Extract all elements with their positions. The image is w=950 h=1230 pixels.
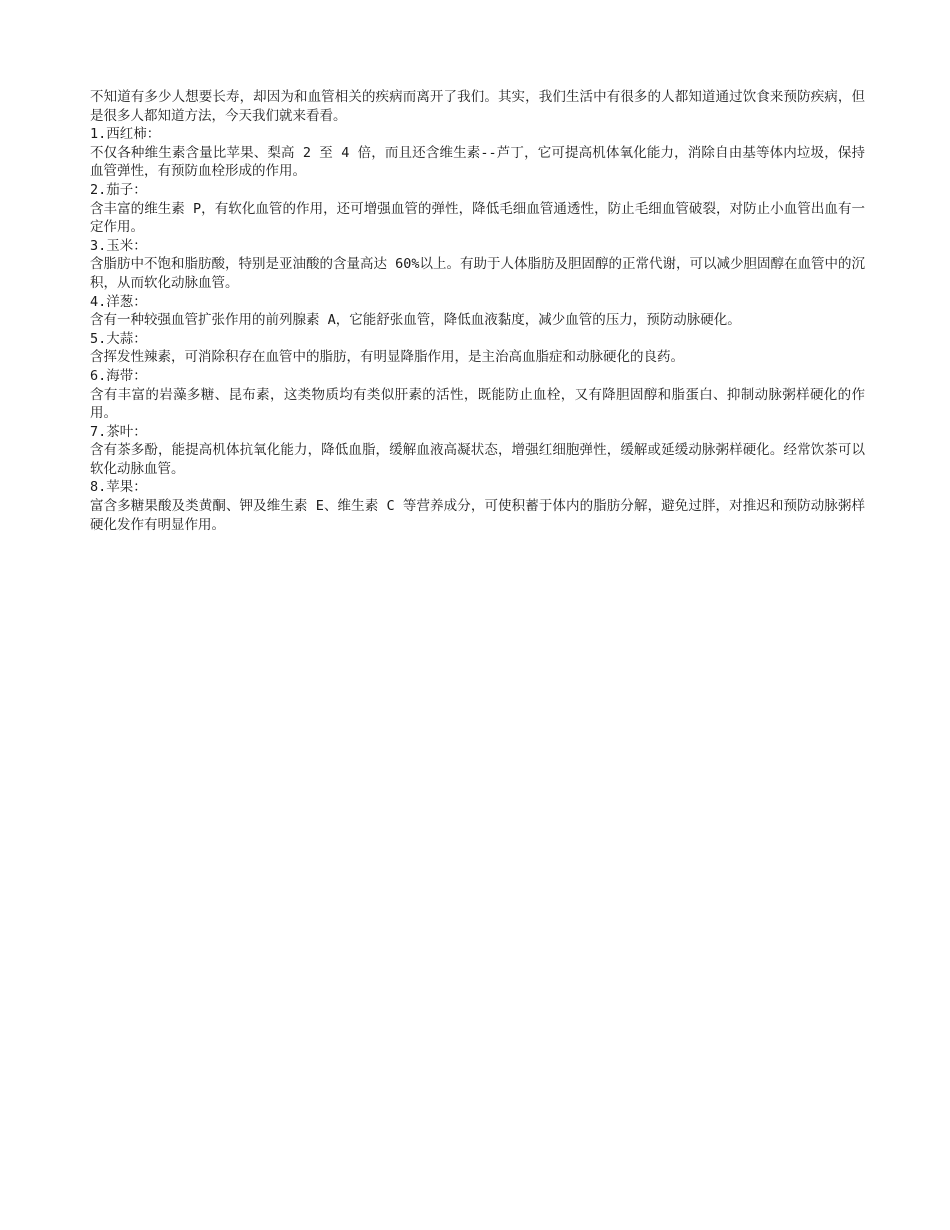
item-tomato — [90, 125, 865, 181]
item-garlic — [90, 330, 865, 367]
item-body: 不仅各种维生素含量比苹果、梨高 2 至 4 倍，而且还含维生素--芦丁，它可提高机体氧化能力，消除自由基等体内垃圾，保持血管弹性，有预防血栓形成的作用。 — [90, 144, 865, 180]
item-heading: 6.海带： — [90, 367, 147, 384]
document-page — [90, 88, 865, 534]
item-body: 含有丰富的岩藻多糖、昆布素，这类物质均有类似肝素的活性，既能防止血栓，又有降胆固醇和脂蛋白、抑制动脉粥样硬化的作用。 — [90, 386, 865, 422]
item-heading: 2.茄子： — [90, 181, 147, 198]
item-body: 含有一种较强血管扩张作用的前列腺素 A，它能舒张血管，降低血液黏度，减少血管的压力，预防动脉硬化。 — [90, 312, 741, 329]
item-heading: 7.茶叶： — [90, 423, 147, 440]
item-kelp — [90, 367, 865, 423]
item-body: 含有茶多酚，能提高机体抗氧化能力，降低血脂，缓解血液高凝状态，增强红细胞弹性，缓解或延缓动脉粥样硬化。经常饮茶可以软化动脉血管。 — [90, 442, 865, 477]
item-heading: 5.大蒜： — [90, 330, 147, 347]
item-body: 富含多糖果酸及类黄酮、钾及维生素 E、维生素 C 等营养成分，可使积蓄于体内的脂肪分解，避免过胖，对推迟和预防动脉粥样硬化发作有明显作用。 — [90, 498, 865, 533]
item-body: 含丰富的维生素 P，有软化血管的作用，还可增强血管的弹性，降低毛细血管通透性，防止毛细血管破裂，对防止小血管出血有一定作用。 — [90, 200, 865, 236]
intro-paragraph: 不知道有多少人想要长寿，却因为和血管相关的疾病而离开了我们。其实，我们生活中有很多的人都知道通过饮食来预防疾病，但是很多人都知道方法，今天我们就来看看。 — [90, 89, 865, 124]
item-eggplant — [90, 181, 865, 237]
item-onion — [90, 293, 865, 330]
item-corn — [90, 237, 865, 293]
item-heading: 1.西红柿： — [90, 126, 161, 143]
item-heading: 3.玉米： — [90, 237, 147, 254]
item-heading: 8.苹果： — [90, 479, 147, 496]
item-apple — [90, 478, 865, 534]
item-body: 含挥发性辣素，可消除积存在血管中的脂肪，有明显降脂作用，是主治高血脂症和动脉硬化的良药。 — [90, 349, 684, 366]
item-heading: 4.洋葱： — [90, 293, 147, 310]
item-tea — [90, 423, 865, 479]
item-body: 含脂肪中不饱和脂肪酸，特别是亚油酸的含量高达 60%以上。有助于人体脂肪及胆固醇的正常代谢，可以减少胆固醇在血管中的沉积，从而软化动脉血管。 — [90, 256, 866, 291]
